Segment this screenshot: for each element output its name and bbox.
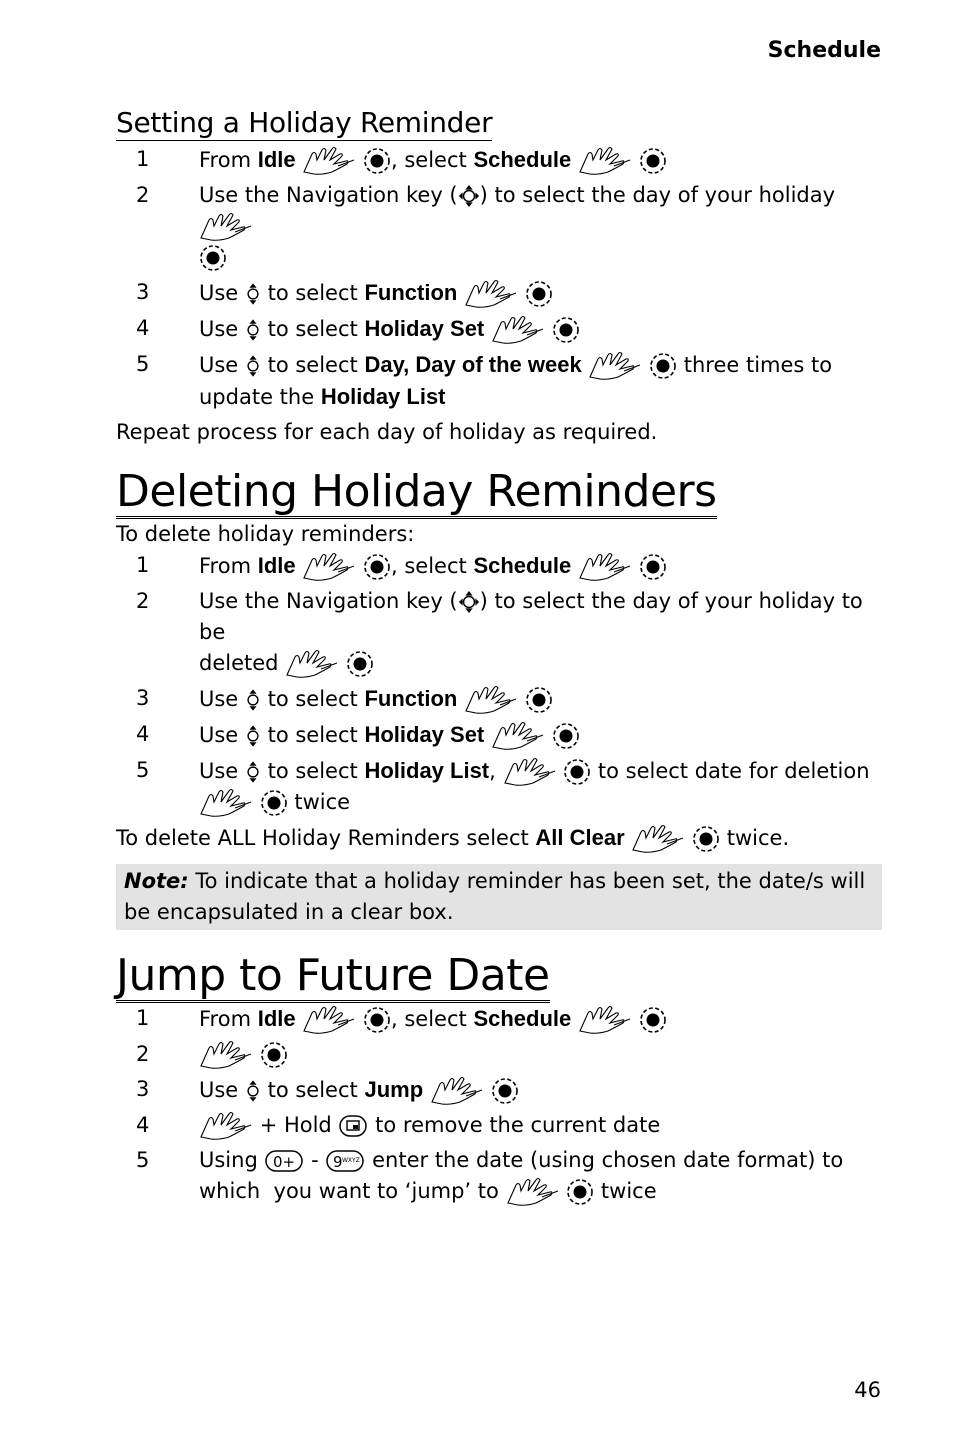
hand-press-icon <box>578 1005 632 1035</box>
step-text: From <box>199 1007 252 1031</box>
menu-name: Jump <box>364 1077 424 1102</box>
repeat-note: Repeat process for each day of holiday as required. <box>116 420 658 444</box>
step-number: 5 <box>136 1148 150 1172</box>
list-item <box>116 1145 882 1207</box>
hand-press-icon <box>302 552 356 582</box>
deleting-steps <box>116 550 882 818</box>
hand-press-icon <box>578 552 632 582</box>
step-number: 2 <box>136 1042 150 1066</box>
list-item <box>116 755 882 818</box>
step-text: Use <box>199 1078 239 1102</box>
clear-key-icon <box>338 1114 368 1138</box>
step-text: - <box>311 1148 319 1172</box>
step-text: to select <box>267 723 358 747</box>
select-key-icon <box>552 316 580 344</box>
hand-press-icon <box>302 1005 356 1035</box>
up-down-key-icon <box>245 280 261 308</box>
step-text: twice. <box>726 826 790 850</box>
up-down-key-icon <box>245 352 261 380</box>
menu-name: All Clear <box>535 825 625 850</box>
step-text: to select <box>267 317 358 341</box>
hand-press-icon <box>503 757 557 787</box>
select-key-icon <box>649 352 677 380</box>
up-down-key-icon <box>245 722 261 750</box>
step-text: to select <box>267 687 358 711</box>
list-item <box>116 144 882 176</box>
menu-name: Idle <box>257 553 296 578</box>
select-key-icon <box>639 147 667 175</box>
step-text: deleted <box>199 651 279 675</box>
list-item <box>116 180 882 273</box>
step-text: Use <box>199 353 239 377</box>
list-item <box>116 1110 882 1141</box>
zero-key-icon <box>264 1149 304 1173</box>
step-number: 5 <box>136 352 150 376</box>
step-text: , select <box>391 554 467 578</box>
step-text: Use <box>199 281 239 305</box>
step-text: Use <box>199 723 239 747</box>
step-number: 3 <box>136 686 150 710</box>
hand-press-icon <box>588 351 642 381</box>
select-key-icon <box>563 758 591 786</box>
select-key-icon <box>639 553 667 581</box>
section-title-deleting: Deleting Holiday Reminders <box>116 466 717 517</box>
list-item <box>116 1039 882 1070</box>
list-item <box>116 586 882 679</box>
step-text: Use <box>199 687 239 711</box>
hand-press-icon <box>491 315 545 345</box>
hand-press-icon <box>631 824 685 854</box>
step-text: to remove the current date <box>375 1113 661 1137</box>
step-text: , select <box>391 148 467 172</box>
hand-press-icon <box>464 685 518 715</box>
hand-press-icon <box>491 721 545 751</box>
step-text: to select <box>267 281 358 305</box>
menu-name: Schedule <box>473 553 572 578</box>
select-key-icon <box>552 722 580 750</box>
hand-press-icon <box>199 212 253 242</box>
menu-name: Holiday Set <box>364 722 485 747</box>
select-key-icon <box>346 650 374 678</box>
hand-press-icon <box>506 1177 560 1207</box>
hand-press-icon <box>285 649 339 679</box>
page-header: Schedule <box>767 38 881 63</box>
menu-name: Function <box>364 686 458 711</box>
step-text: Using <box>199 1148 258 1172</box>
page-content <box>116 100 882 1211</box>
note-text: To indicate that a holiday reminder has been set, the date/s will be encapsulated in a clear box. <box>124 869 866 924</box>
step-text: Use the Navigation key ( <box>199 589 458 613</box>
select-key-icon <box>692 825 720 853</box>
all-clear-instruction <box>116 822 882 854</box>
list-item <box>116 1003 882 1035</box>
list-item <box>116 277 882 309</box>
step-text: twice <box>294 790 351 814</box>
step-text: twice <box>600 1179 657 1203</box>
select-key-icon <box>363 147 391 175</box>
jump-steps <box>116 1003 882 1207</box>
hand-press-icon <box>430 1076 484 1106</box>
step-text: Use the Navigation key ( <box>199 183 458 207</box>
step-text: , select <box>391 1007 467 1031</box>
section-title-jump: Jump to Future Date <box>116 950 550 1001</box>
list-item <box>116 313 882 345</box>
hand-press-icon <box>302 146 356 176</box>
step-number: 2 <box>136 589 150 613</box>
step-text: to select <box>267 353 358 377</box>
select-key-icon <box>260 1041 288 1069</box>
list-item <box>116 1074 882 1106</box>
select-key-icon <box>525 280 553 308</box>
step-text: to select date for deletion <box>597 759 870 783</box>
holiday-reminder-steps <box>116 144 882 413</box>
up-down-key-icon <box>245 686 261 714</box>
step-text: ) to select the day of your holiday <box>479 183 836 207</box>
hand-press-icon <box>199 1040 253 1070</box>
select-key-icon <box>639 1006 667 1034</box>
step-text: , <box>489 759 496 783</box>
select-key-icon <box>491 1077 519 1105</box>
up-down-key-icon <box>245 1077 261 1105</box>
step-number: 4 <box>136 722 150 746</box>
select-key-icon <box>199 244 227 272</box>
menu-name: Idle <box>257 1006 296 1031</box>
step-text: Use <box>199 759 239 783</box>
list-item <box>116 349 882 413</box>
list-item <box>116 683 882 715</box>
select-key-icon <box>260 789 288 817</box>
step-text: Use <box>199 317 239 341</box>
step-text: enter the date (using chosen date format) to <box>372 1148 844 1172</box>
hand-press-icon <box>199 1111 253 1141</box>
select-key-icon <box>525 686 553 714</box>
select-key-icon <box>566 1178 594 1206</box>
step-text: + Hold <box>259 1113 332 1137</box>
nine-key-icon <box>325 1149 365 1173</box>
hand-press-icon <box>578 146 632 176</box>
navigation-key-icon <box>458 588 480 616</box>
section-title-holiday-reminder: Setting a Holiday Reminder <box>116 106 493 139</box>
menu-name: Day, Day of the week <box>364 352 582 377</box>
hand-press-icon <box>199 788 253 818</box>
menu-name: Function <box>364 280 458 305</box>
menu-name: Holiday List <box>320 384 446 409</box>
menu-name: Holiday Set <box>364 316 485 341</box>
up-down-key-icon <box>245 758 261 786</box>
navigation-key-icon <box>458 182 480 210</box>
menu-name: Schedule <box>473 1006 572 1031</box>
menu-name: Idle <box>257 147 296 172</box>
step-number: 1 <box>136 147 150 171</box>
step-number: 3 <box>136 280 150 304</box>
step-number: 2 <box>136 183 150 207</box>
step-number: 3 <box>136 1077 150 1101</box>
hand-press-icon <box>464 279 518 309</box>
step-text: which you want to ‘jump’ to <box>199 1179 499 1203</box>
menu-name: Holiday List <box>364 758 490 783</box>
step-number: 1 <box>136 553 150 577</box>
step-text: three times to <box>683 353 833 377</box>
step-text: To delete ALL Holiday Reminders select <box>116 826 529 850</box>
step-number: 5 <box>136 758 150 782</box>
step-text: to select <box>267 759 358 783</box>
list-item <box>116 550 882 582</box>
deleting-intro: To delete holiday reminders: <box>116 522 415 546</box>
step-number: 4 <box>136 1113 150 1137</box>
step-text: From <box>199 554 252 578</box>
up-down-key-icon <box>245 316 261 344</box>
list-item <box>116 719 882 751</box>
menu-name: Schedule <box>473 147 572 172</box>
step-text: to select <box>267 1078 358 1102</box>
step-text: From <box>199 148 252 172</box>
step-text: update the <box>199 385 315 409</box>
step-number: 1 <box>136 1006 150 1030</box>
page-number: 46 <box>854 1378 881 1402</box>
select-key-icon <box>363 1006 391 1034</box>
note-box <box>116 864 882 930</box>
select-key-icon <box>363 553 391 581</box>
note-label: Note: <box>124 869 189 893</box>
step-number: 4 <box>136 316 150 340</box>
step-text: ) to select the day of your holiday to be <box>199 589 863 644</box>
